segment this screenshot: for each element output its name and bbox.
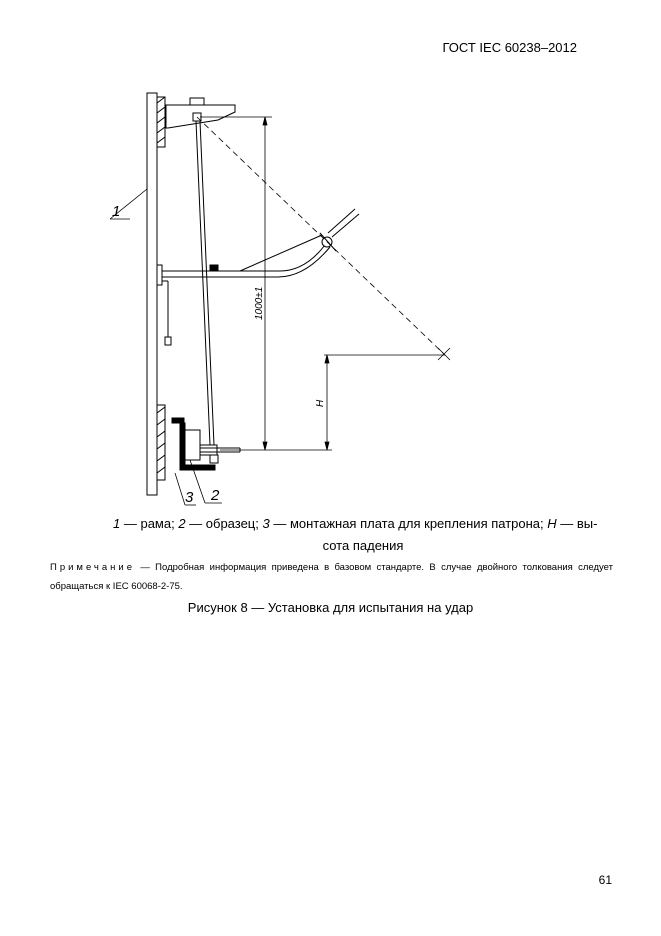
legend-text-3: — монтажная плата для крепления патрона; (269, 516, 548, 531)
document-header: ГОСТ IEC 60238–2012 (442, 40, 577, 55)
callout-frame: 1 (112, 203, 121, 220)
callout-sample: 2 (211, 487, 220, 504)
frame (147, 93, 165, 495)
dimension-total-label: 1000±1 (254, 286, 265, 320)
legend-num-1: 1 (113, 516, 121, 531)
dimension-height-label: H (315, 399, 326, 407)
note-text: — Подробная информация приведена в базовом стандарте. В случае двойного толкования следует обращаться к IEC 60068-2-75. (50, 562, 613, 592)
legend-num-3: 3 (262, 516, 270, 531)
pendulum-rod (196, 121, 214, 445)
page-number: 61 (598, 873, 612, 887)
callout-plate: 3 (185, 489, 194, 506)
legend-line1 (113, 516, 597, 531)
legend-text-4: — вы- (556, 516, 598, 531)
note-label: Примечание (50, 562, 135, 573)
impact-test-drawing (100, 85, 460, 510)
impact-test-figure (100, 85, 460, 510)
trajectory-line (197, 117, 445, 355)
figure-caption: Рисунок 8 — Установка для испытания на удар (187, 600, 474, 615)
dimension-total (200, 117, 272, 450)
legend-line2: сота падения (322, 538, 404, 553)
support-arm (157, 235, 330, 345)
figure-legend (113, 513, 613, 557)
sample-assembly (172, 418, 240, 470)
legend-text-2: — образец; (185, 516, 263, 531)
legend-num-2: 2 (178, 516, 186, 531)
figure-note (50, 558, 613, 596)
striker (320, 209, 359, 251)
dimension-height (220, 355, 445, 450)
legend-text-1: — рама; (120, 516, 179, 531)
legend-h: H (547, 516, 557, 531)
